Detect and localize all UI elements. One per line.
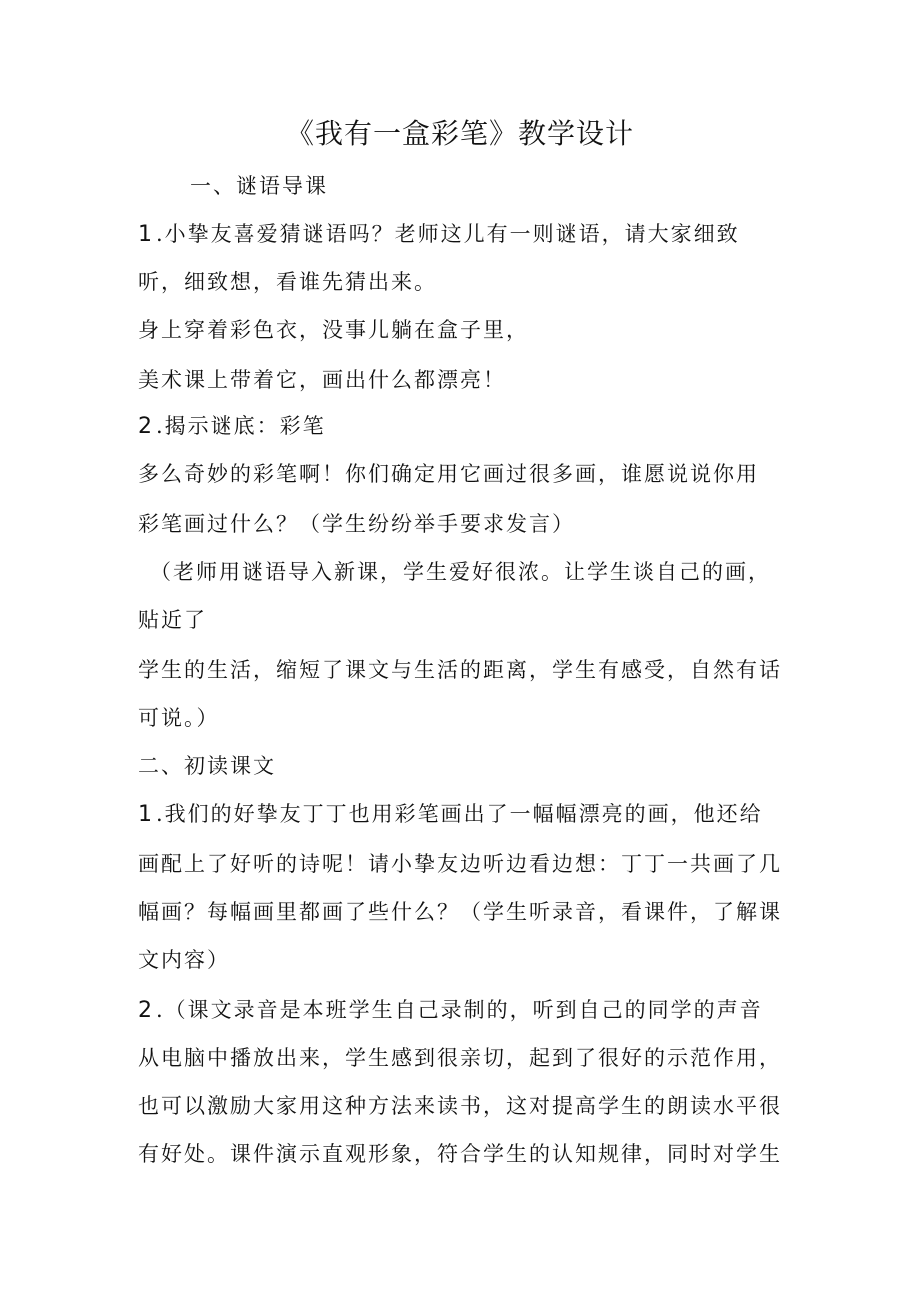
item2-text: .揭示谜底：彩笔	[156, 414, 326, 438]
section1-heading: 一、谜语导课	[190, 174, 328, 198]
s2-item2-text: .（课文录音是本班学生自己录制的，听到自己的同学的声音	[156, 998, 763, 1022]
item2-line1	[138, 410, 326, 440]
s2-item1-line2: 画配上了好听的诗呢！请小挚友边听边看边想：丁丁一共画了几	[138, 852, 782, 876]
note1-line3: 学生的生活，缩短了课文与生活的距离，学生有感受，自然有话	[138, 658, 782, 682]
s2-item1-text: .我们的好挚友丁丁也用彩笔画出了一幅幅漂亮的画，他还给	[156, 802, 763, 826]
s2-item1-line3: 幅画？每幅画里都画了些什么？（学生听录音，看课件，了解课	[138, 900, 782, 924]
note1-line4: 可说。）	[138, 706, 220, 730]
s2-item2-line2: 从电脑中播放出来，学生感到很亲切，起到了很好的示范作用，	[138, 1046, 782, 1070]
s2-item2-line3: 也可以激励大家用这种方法来读书，这对提高学生的朗读水平很	[138, 1094, 782, 1118]
s2-item2-line4: 有好处。课件演示直观形象，符合学生的认知规律，同时对学生	[138, 1142, 782, 1166]
item1-number: 1	[138, 222, 154, 247]
section2-heading: 二、初读课文	[138, 754, 276, 778]
para1-line1: 多么奇妙的彩笔啊！你们确定用它画过很多画，谁愿说说你用	[138, 462, 759, 486]
item1-line2: 听，细致想，看谁先猜出来。	[138, 270, 437, 294]
s2-item2-number: 2	[138, 998, 154, 1023]
document-title: 《我有一盒彩笔》教学设计	[285, 117, 634, 150]
riddle-line2: 美术课上带着它，画出什么都漂亮！	[138, 368, 506, 392]
item2-number: 2	[138, 414, 154, 439]
note1-line1: （老师用谜语导入新课，学生爱好很浓。让学生谈自己的画，	[150, 560, 771, 584]
item1-line1	[138, 218, 740, 248]
s2-item2-line1	[138, 994, 763, 1024]
note1-line2: 贴近了	[138, 608, 207, 632]
para1-line2: 彩笔画过什么？（学生纷纷举手要求发言）	[138, 512, 575, 536]
s2-item1-line4: 文内容）	[138, 948, 230, 972]
s2-item1-number: 1	[138, 802, 154, 827]
riddle-line1: 身上穿着彩色衣，没事儿躺在盒子里，	[138, 318, 529, 342]
item1-text: .小挚友喜爱猜谜语吗？老师这儿有一则谜语，请大家细致	[156, 222, 740, 246]
s2-item1-line1	[138, 798, 763, 828]
